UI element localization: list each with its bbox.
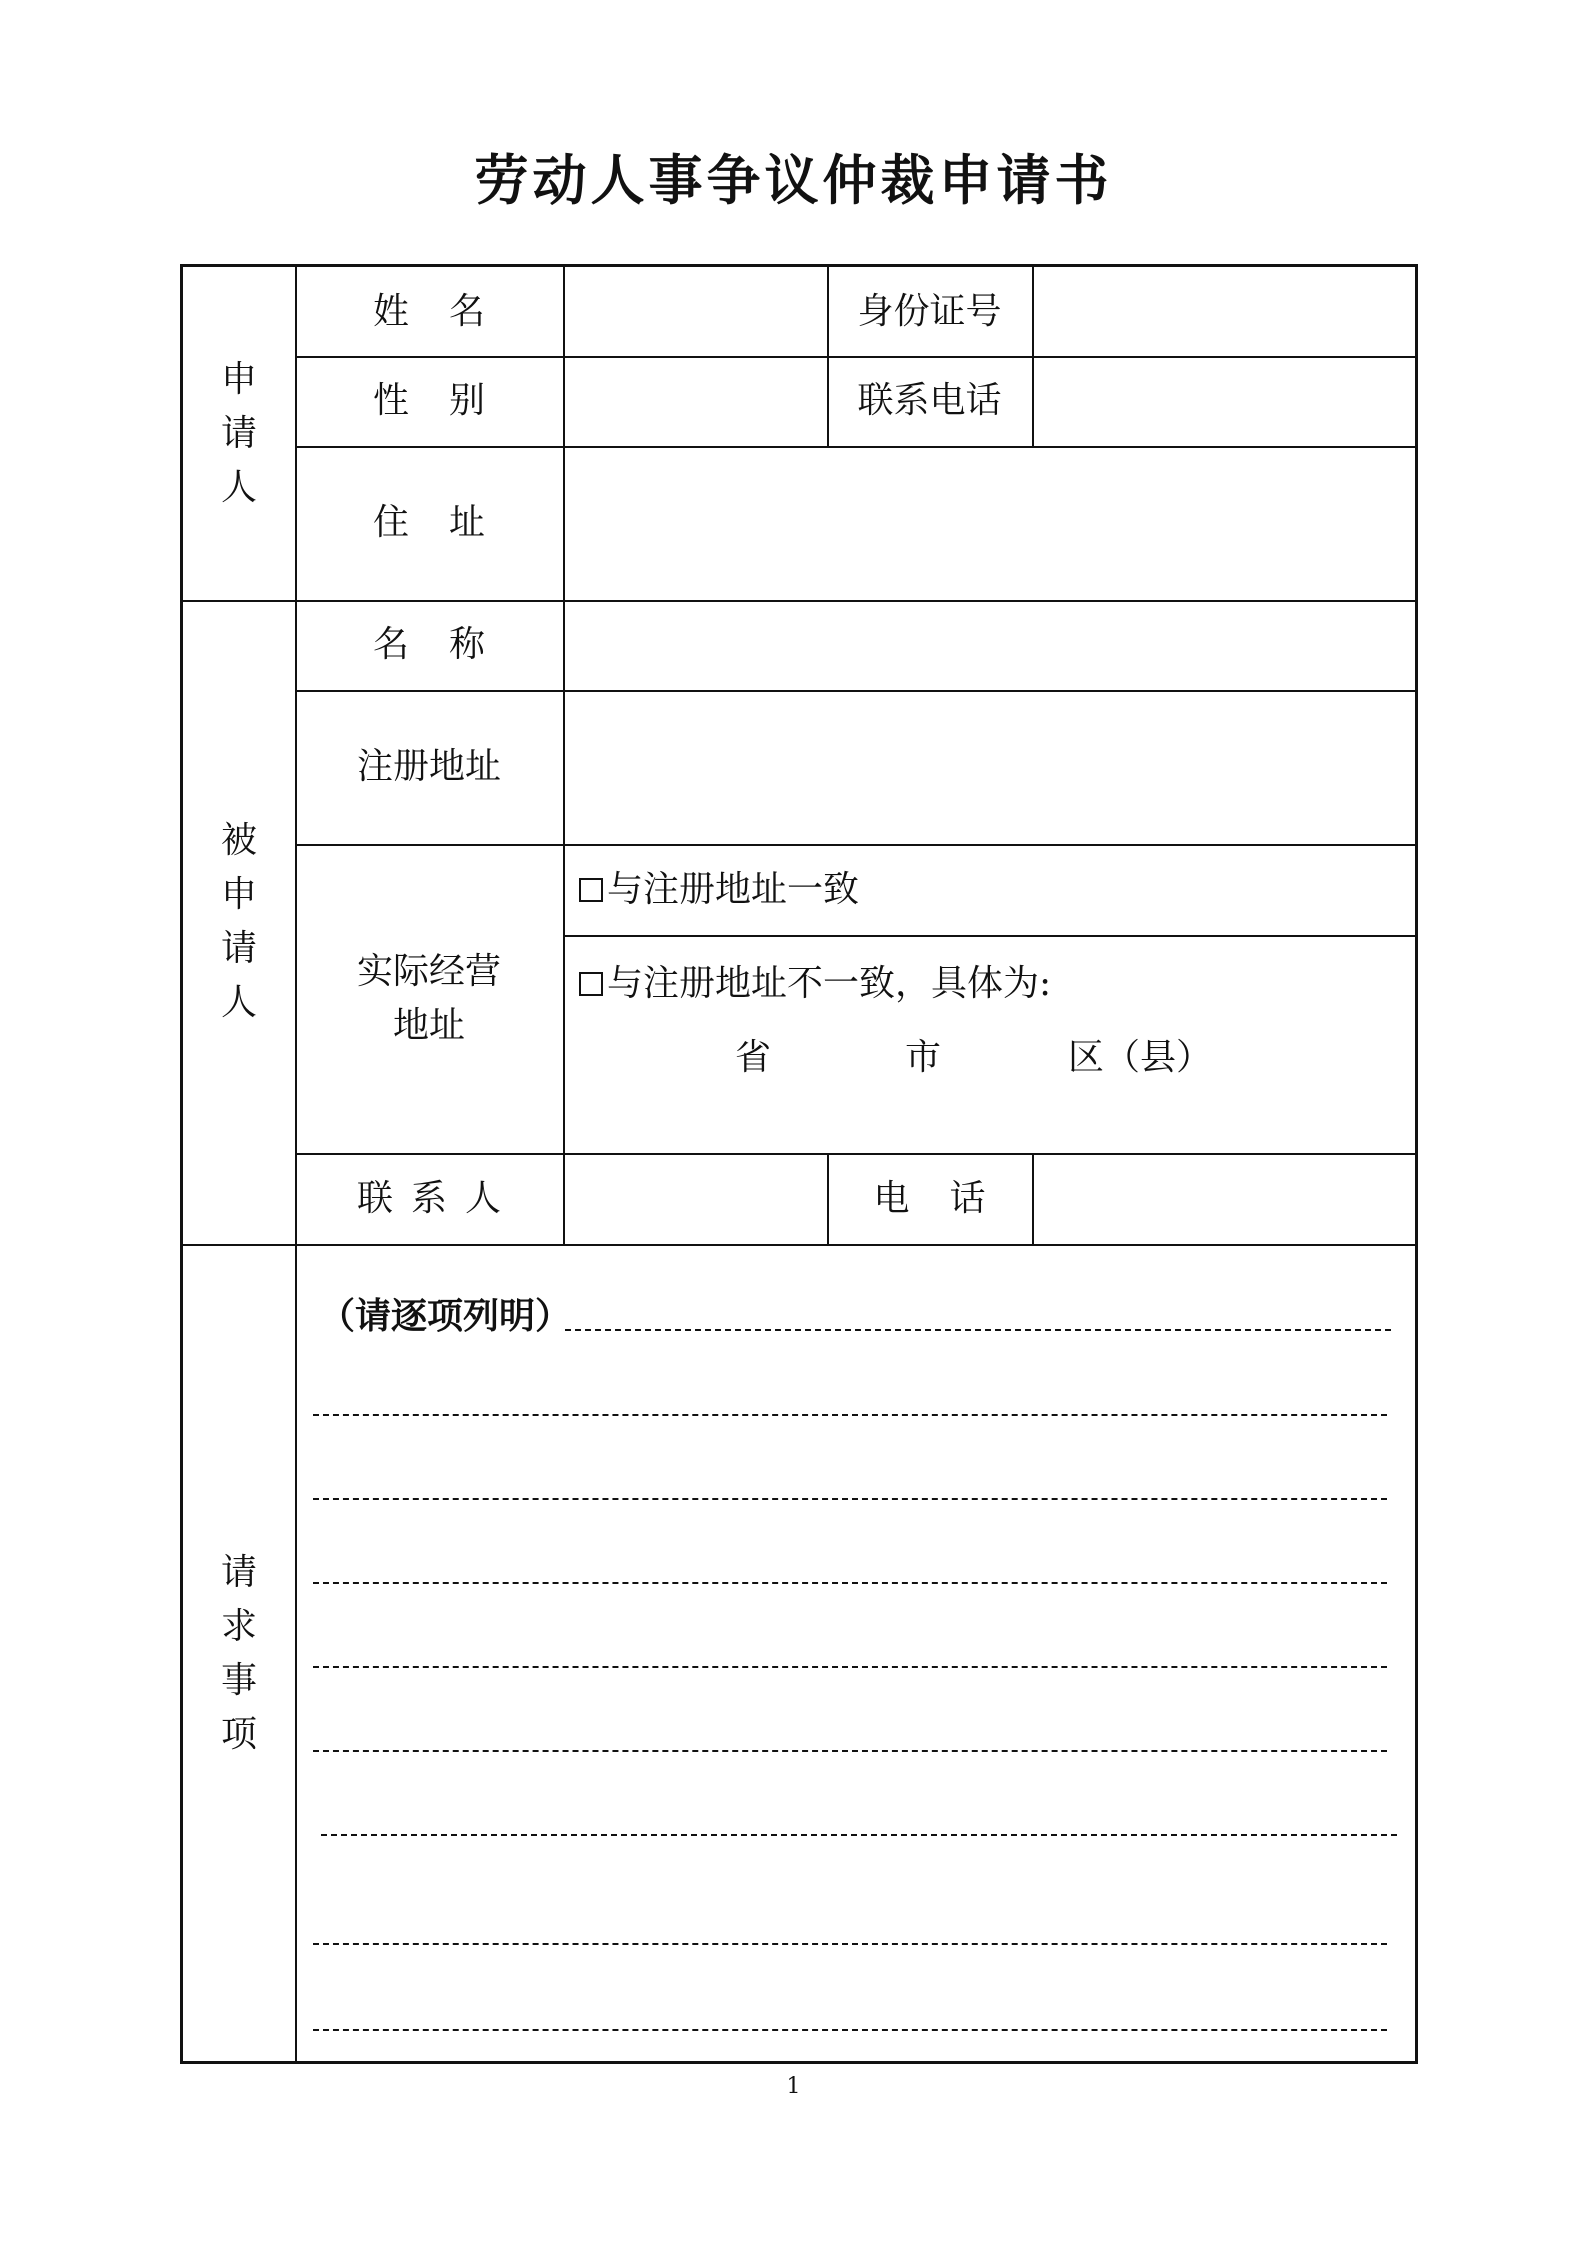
request-line[interactable]: [321, 1834, 1397, 1836]
city-label: 市: [904, 1037, 941, 1078]
checkbox-same-address[interactable]: [579, 878, 603, 902]
id-number-label: 身份证号: [857, 290, 1002, 332]
requests-instruction: （请逐项列明）: [319, 1295, 572, 1337]
company-name-field[interactable]: [563, 600, 1418, 690]
registered-address-label: 注册地址: [356, 746, 501, 787]
requests-section-label: 请 求 事 项: [220, 1552, 257, 1755]
contact-person-field[interactable]: [563, 1153, 827, 1244]
district-label: 区（县）: [1068, 1037, 1213, 1078]
request-line[interactable]: [313, 1750, 1387, 1752]
address-field[interactable]: [563, 446, 1418, 600]
phone-label: 联系电话: [857, 380, 1002, 421]
page-number: 1: [786, 2074, 801, 2099]
gender-label: 性别: [372, 380, 525, 421]
id-number-field[interactable]: [1032, 267, 1418, 356]
arbitration-form: [180, 264, 1418, 2064]
contact-person-label: 联系人: [356, 1177, 519, 1219]
address-label: 住址: [372, 502, 525, 543]
document-title: 劳动人事争议仲裁申请书: [474, 149, 1113, 212]
telephone-label: 电话: [873, 1177, 1026, 1219]
option-same-address[interactable]: 与注册地址一致: [579, 844, 1409, 935]
phone-field[interactable]: [1032, 356, 1418, 446]
request-line[interactable]: [313, 1582, 1387, 1584]
registered-address-field[interactable]: [563, 690, 1418, 844]
request-line[interactable]: [313, 1498, 1387, 1500]
province-label: 省: [734, 1037, 771, 1078]
applicant-section-label: 申 请 人: [220, 358, 257, 508]
company-name-label: 名称: [372, 624, 525, 665]
gender-field[interactable]: [563, 356, 827, 446]
name-label: 姓名: [372, 290, 525, 332]
name-field[interactable]: [563, 267, 827, 356]
request-line[interactable]: [313, 1943, 1387, 1945]
request-line[interactable]: [565, 1329, 1391, 1331]
request-line[interactable]: [313, 2029, 1387, 2031]
option-different-address[interactable]: 与注册地址不一致，具体为:: [579, 957, 1409, 1011]
checkbox-different-address[interactable]: [579, 972, 603, 996]
request-line[interactable]: [313, 1666, 1387, 1668]
telephone-field[interactable]: [1032, 1153, 1418, 1244]
actual-address-label: 实际经营 地址: [356, 950, 501, 1046]
respondent-section-label: 被 申 请 人: [220, 820, 257, 1023]
request-line[interactable]: [313, 1414, 1387, 1416]
